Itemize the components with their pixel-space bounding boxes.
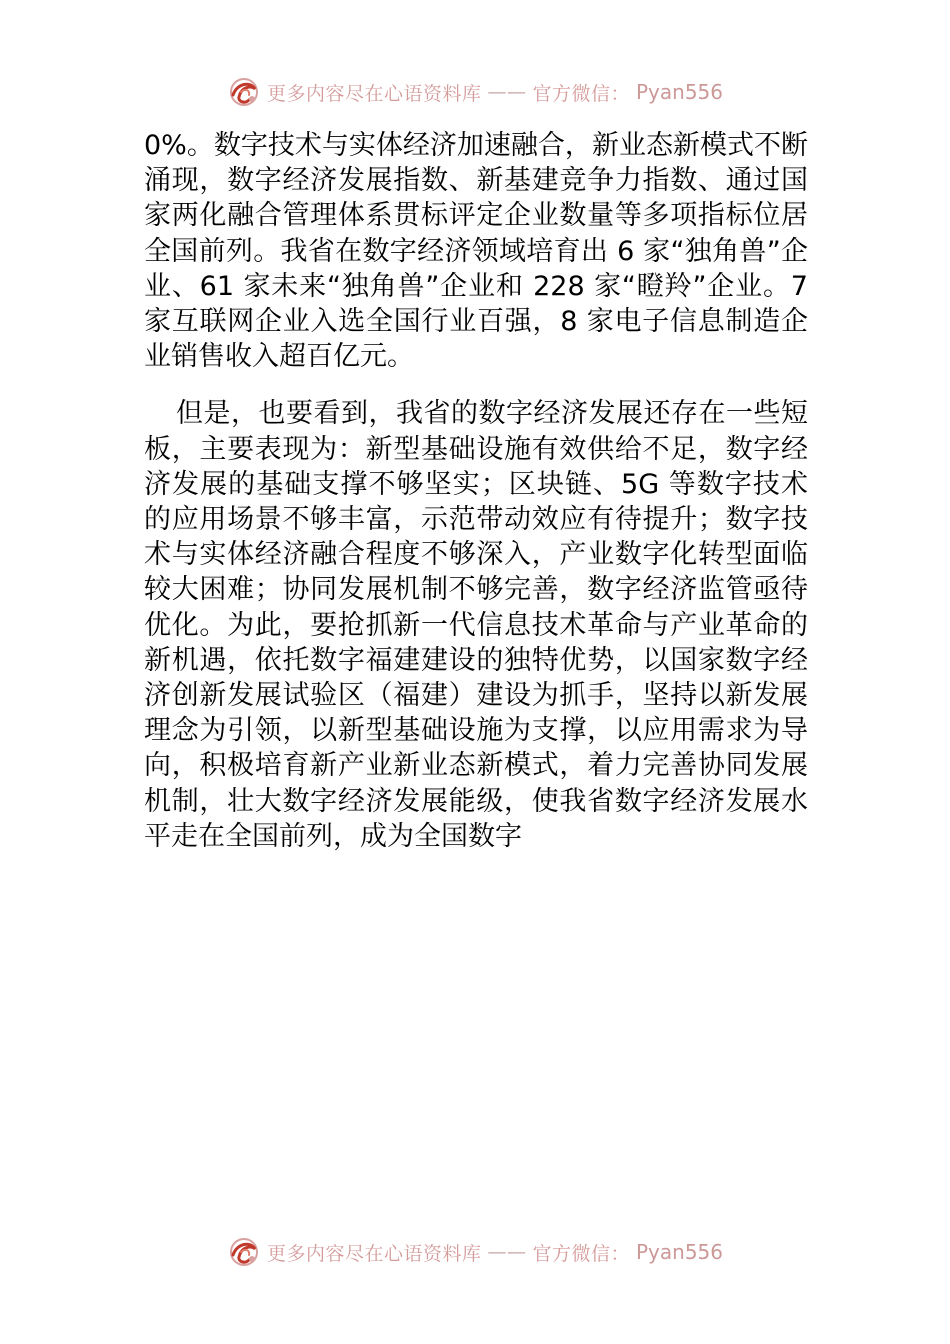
header-watermark xyxy=(0,74,950,110)
red-swirl-logo-icon xyxy=(227,75,261,109)
watermark-site-text: 更多内容尽在心语资料库 xyxy=(266,82,482,105)
watermark-wechat-label: 官方微信： xyxy=(532,82,630,105)
watermark-account: Pyan556 xyxy=(636,80,724,104)
watermark-separator: —— xyxy=(487,81,527,103)
red-swirl-logo-icon xyxy=(227,1235,261,1269)
watermark-site-text: 更多内容尽在心语资料库 xyxy=(266,1242,482,1265)
document-body xyxy=(144,128,808,854)
watermark-separator: —— xyxy=(487,1241,527,1263)
watermark-account: Pyan556 xyxy=(636,1240,724,1264)
paragraph-2: 但是，也要看到，我省的数字经济发展还存在一些短板，主要表现为：新型基础设施有效供给不足，数字经济发展的基础支撑不够坚实；区块链、5G 等数字技术的应用场景不够丰富，示范带动效应有待提升；数字技术与实体经济融合程度不够深入，产业数字化转型面临较大困难；协同发展机制不够完善，数字经济监管亟待优化。为此，要抢抓新一代信息技术革命与产业革命的新机遇，依托数字福建建设的独特优势，以国家数字经济创新发展试验区（福建）建设为抓手，坚持以新发展理念为引领，以新型基础设施为支撑，以应用需求为导向，积极培育新产业新业态新模式，着力完善协同发展机制，壮大数字经济发展能级，使我省数字经济发展水平走在全国前列，成为全国数字 xyxy=(144,398,808,852)
paragraph-1: 0%。数字技术与实体经济加速融合，新业态新模式不断涌现，数字经济发展指数、新基建竞争力指数、通过国家两化融合管理体系贯标评定企业数量等多项指标位居全国前列。我省在数字经济领域培育出 6 家“独角兽”企业、61 家未来“独角兽”企业和 228 家“瞪羚”企业。7 家互联网企业入选全国行业百强，8 家电子信息制造企业销售收入超百亿元。 xyxy=(144,130,808,373)
footer-watermark xyxy=(0,1234,950,1270)
watermark-wechat-label: 官方微信： xyxy=(532,1242,630,1265)
